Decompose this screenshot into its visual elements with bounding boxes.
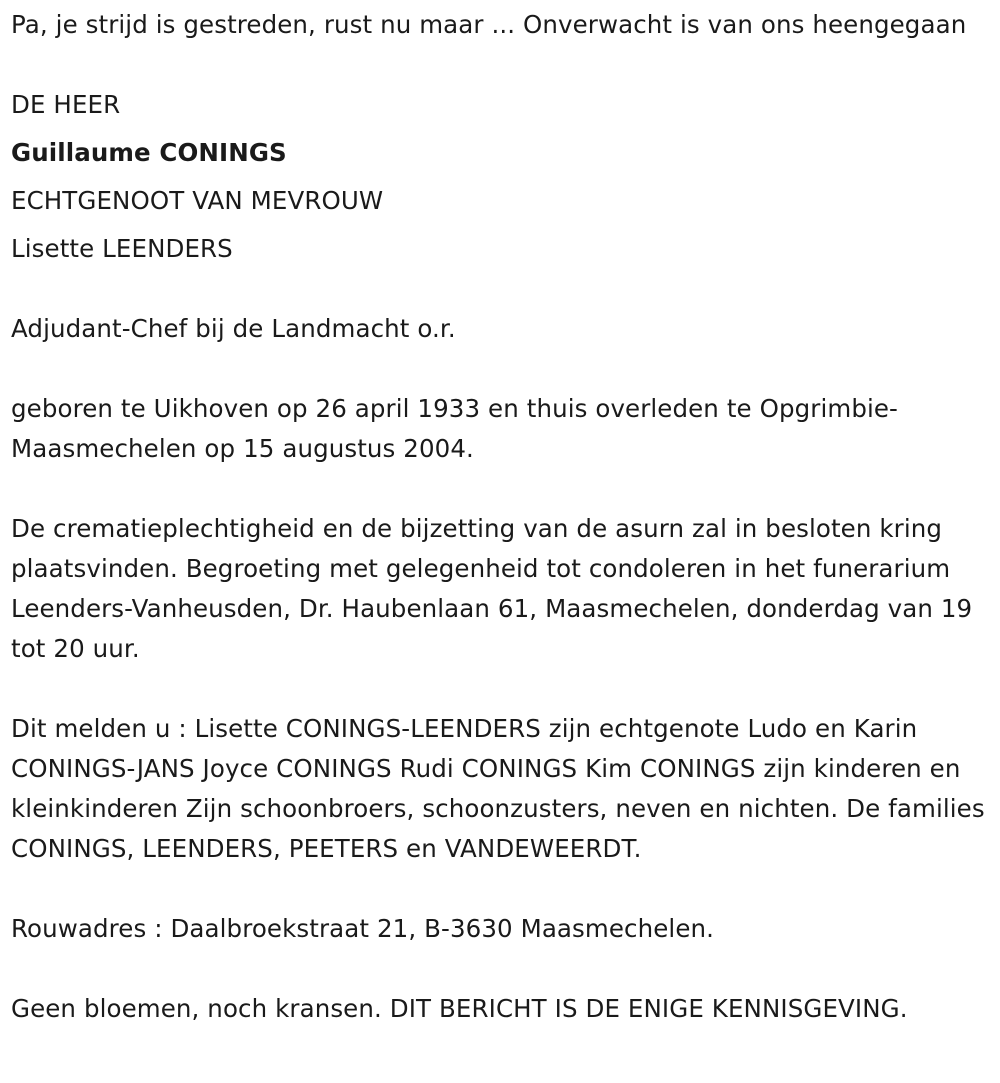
opening-text: Pa, je strijd is gestreden, rust nu maar ... Onverwacht is van ons heengegaan: [11, 10, 967, 39]
spouse-name: Lisette LEENDERS: [11, 234, 233, 263]
closing-text: Geen bloemen, noch kransen. DIT BERICHT IS DE ENIGE KENNISGEVING.: [11, 994, 908, 1023]
ceremony-text: De crematieplechtigheid en de bijzetting van de asurn zal in besloten kring plaatsvinden. Begroeting met gelegenheid tot condoleren in het funerarium Leenders-Vanheusden, Dr. Haubenlaan 61, Maasmechelen, donderdag van 19 tot 20 uur.: [11, 514, 973, 663]
deceased-name: Guillaume CONINGS: [11, 138, 287, 167]
death-notice: [11, 5, 993, 1029]
address-text: Rouwadres : Daalbroekstraat 21, B-3630 Maasmechelen.: [11, 914, 715, 943]
rank-text: Adjudant-Chef bij de Landmacht o.r.: [11, 314, 456, 343]
family-text: Dit melden u : Lisette CONINGS-LEENDERS zijn echtgenote Ludo en Karin CONINGS-JANS Joyce CONINGS Rudi CONINGS Kim CONINGS zijn kinderen en kleinkinderen Zijn schoonbroers, schoonzusters, neven en nichten. De families CONINGS, LEENDERS, PEETERS en VANDEWEERDT.: [11, 714, 985, 863]
title-text: DE HEER: [11, 90, 121, 119]
birth-death-text: geboren te Uikhoven op 26 april 1933 en thuis overleden te Opgrimbie-Maasmechelen op 15 augustus 2004.: [11, 394, 898, 463]
spouse-label: ECHTGENOOT VAN MEVROUW: [11, 186, 384, 215]
